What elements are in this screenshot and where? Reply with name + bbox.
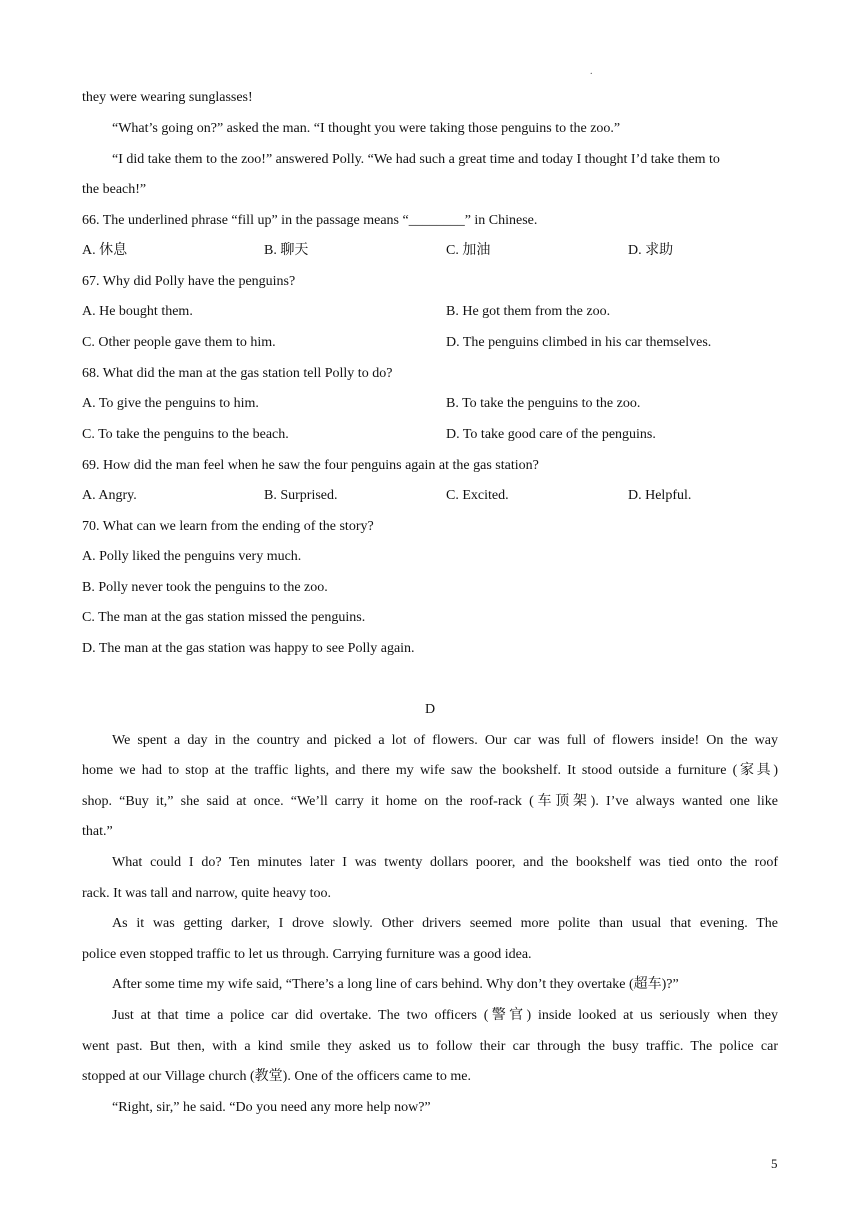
question-stem: 67. Why did Polly have the penguins? <box>82 274 296 289</box>
paragraph-line: “Right, sir,” he said. “Do you need any more help now?” <box>112 1100 431 1115</box>
option-a: A. To give the penguins to him. <box>82 396 259 411</box>
option-c: C. To take the penguins to the beach. <box>82 427 289 442</box>
option-a: A. Polly liked the penguins very much. <box>82 549 302 564</box>
paragraph-line: Just at that time a police car did overtake. The two officers (警官) inside looked at us seriously when they <box>112 1008 778 1023</box>
option-d: D. The man at the gas station was happy to see Polly again. <box>82 641 415 656</box>
option-a: A. Angry. <box>82 488 137 503</box>
option-d: D. Helpful. <box>628 488 692 503</box>
paragraph-line: went past. But then, with a kind smile they asked us to follow their car through the busy traffic. The police car <box>82 1039 778 1054</box>
paragraph-line: We spent a day in the country and picked a lot of flowers. Our car was full of flowers inside! On the way <box>112 733 778 748</box>
page-number: 5 <box>771 1156 778 1171</box>
section-heading: D <box>424 702 436 717</box>
option-c: C. The man at the gas station missed the penguins. <box>82 610 366 625</box>
option-c: C. Excited. <box>446 488 509 503</box>
option-c: C. 加油 <box>446 243 491 258</box>
paragraph-line: As it was getting darker, I drove slowly. Other drivers seemed more polite than usual that evening. The <box>112 916 778 931</box>
paragraph-line: “What’s going on?” asked the man. “I thought you were taking those penguins to the zoo.” <box>112 121 621 136</box>
paragraph-line: stopped at our Village church (教堂). One of the officers came to me. <box>82 1069 471 1084</box>
question-stem: 69. How did the man feel when he saw the four penguins again at the gas station? <box>82 458 539 473</box>
option-b: B. Polly never took the penguins to the zoo. <box>82 580 328 595</box>
paragraph-line: “I did take them to the zoo!” answered Polly. “We had such a great time and today I thought I’d take them to <box>112 152 720 167</box>
option-c: C. Other people gave them to him. <box>82 335 276 350</box>
paragraph-line: shop. “Buy it,” she said at once. “We’ll carry it home on the roof-rack (车顶架). I’ve always wanted one like <box>82 794 778 809</box>
question-stem: 68. What did the man at the gas station tell Polly to do? <box>82 366 393 381</box>
paragraph-line: the beach!” <box>82 182 147 197</box>
option-d: D. The penguins climbed in his car themselves. <box>446 335 712 350</box>
paragraph-line: home we had to stop at the traffic lights, and there my wife saw the bookshelf. It stood outside a furniture (家具) <box>82 763 778 778</box>
header-mark: . <box>590 66 593 77</box>
question-stem: 70. What can we learn from the ending of the story? <box>82 519 374 534</box>
option-d: D. To take good care of the penguins. <box>446 427 656 442</box>
option-b: B. 聊天 <box>264 243 309 258</box>
paragraph-line: they were wearing sunglasses! <box>82 90 253 105</box>
option-a: A. He bought them. <box>82 304 193 319</box>
option-b: B. Surprised. <box>264 488 338 503</box>
option-d: D. 求助 <box>628 243 674 258</box>
paragraph-line: After some time my wife said, “There’s a long line of cars behind. Why don’t they overtake (超车)?” <box>112 977 679 992</box>
paragraph-line: that.” <box>82 824 113 839</box>
paragraph-line: What could I do? Ten minutes later I was twenty dollars poorer, and the bookshelf was tied onto the roof <box>112 855 778 870</box>
option-b: B. He got them from the zoo. <box>446 304 611 319</box>
paragraph-line: rack. It was tall and narrow, quite heavy too. <box>82 886 332 901</box>
paragraph-line: police even stopped traffic to let us through. Carrying furniture was a good idea. <box>82 947 532 962</box>
option-b: B. To take the penguins to the zoo. <box>446 396 641 411</box>
option-a: A. 休息 <box>82 243 128 258</box>
question-stem: 66. The underlined phrase “fill up” in the passage means “________” in Chinese. <box>82 213 538 228</box>
